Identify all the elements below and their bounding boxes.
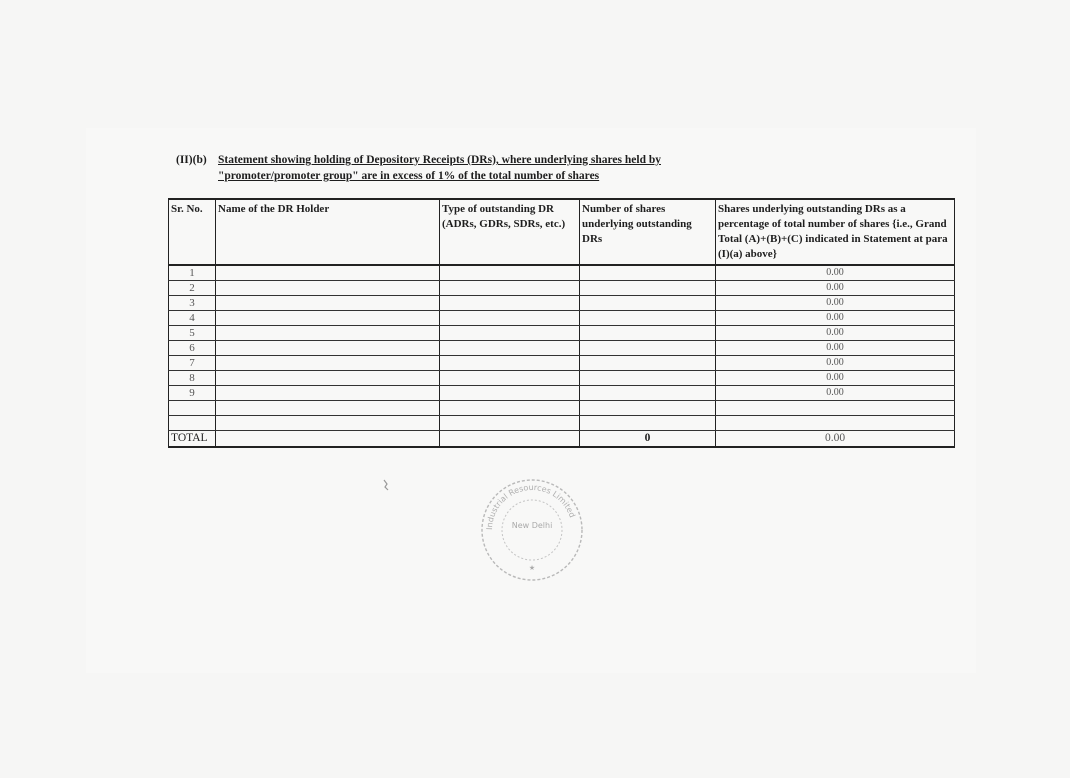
table-row [169,416,955,431]
row-holder-name [216,341,440,356]
row-number-of-shares [580,401,716,416]
row-dr-type [440,341,580,356]
row-sr-no [169,416,216,431]
table-row [169,341,955,356]
row-number-of-shares [580,265,716,281]
row-sr-no: 8 [169,371,216,386]
table-row [169,386,955,401]
svg-text:Industrial Resources Limited: Industrial Resources Limited [484,482,577,531]
row-percentage: 0.00 [716,341,955,356]
row-dr-type [440,281,580,296]
row-sr-no: 2 [169,281,216,296]
row-number-of-shares [580,356,716,371]
row-sr-no: 4 [169,311,216,326]
table-row [169,296,955,311]
row-holder-name [216,311,440,326]
table-row [169,326,955,341]
row-percentage: 0.00 [716,386,955,401]
row-holder-name [216,371,440,386]
row-dr-type [440,326,580,341]
total-shares: 0 [580,431,716,448]
row-holder-name [216,386,440,401]
row-dr-type [440,386,580,401]
row-number-of-shares [580,386,716,401]
row-percentage [716,416,955,431]
row-dr-type [440,416,580,431]
row-sr-no [169,401,216,416]
row-number-of-shares [580,416,716,431]
total-percentage: 0.00 [716,431,955,448]
table-row [169,311,955,326]
table-row [169,371,955,386]
row-holder-name [216,416,440,431]
row-sr-no: 1 [169,265,216,281]
row-number-of-shares [580,311,716,326]
dr-holding-table [168,198,955,448]
row-holder-name [216,326,440,341]
svg-text:★: ★ [528,564,536,572]
row-number-of-shares [580,341,716,356]
row-holder-name [216,281,440,296]
table-header-row [169,199,955,265]
row-sr-no: 5 [169,326,216,341]
row-dr-type [440,356,580,371]
total-row [169,431,955,448]
col-header-holder-name: Name of the DR Holder [216,199,440,265]
row-dr-type [440,265,580,281]
row-percentage: 0.00 [716,356,955,371]
row-holder-name [216,296,440,311]
company-seal-stamp [478,476,586,584]
row-percentage [716,401,955,416]
col-header-sr-no: Sr. No. [169,199,216,265]
row-percentage: 0.00 [716,296,955,311]
row-holder-name [216,401,440,416]
row-sr-no: 6 [169,341,216,356]
row-sr-no: 3 [169,296,216,311]
row-number-of-shares [580,371,716,386]
section-title: Statement showing holding of Depository Receipts (DRs), where underlying shares held by "promoter/promoter group" are in excess of 1% of the total number of shares [218,154,661,182]
row-holder-name [216,356,440,371]
row-number-of-shares [580,281,716,296]
total-label: TOTAL [169,431,216,448]
table-row [169,356,955,371]
row-dr-type [440,311,580,326]
col-header-dr-type: Type of outstanding DR (ADRs, GDRs, SDRs, etc.) [440,199,580,265]
total-type-cell [440,431,580,448]
col-header-percentage: Shares underlying outstanding DRs as a percentage of total number of shares {i.e., Grand Total (A)+(B)+(C) indicated in Statement at para (I)(a) above} [716,199,955,265]
col-header-number-of-shares: Number of shares underlying outstanding DRs [580,199,716,265]
row-number-of-shares [580,326,716,341]
row-holder-name [216,265,440,281]
row-percentage: 0.00 [716,281,955,296]
row-dr-type [440,401,580,416]
row-sr-no: 9 [169,386,216,401]
row-sr-no: 7 [169,356,216,371]
row-percentage: 0.00 [716,326,955,341]
table-row [169,401,955,416]
total-name-cell [216,431,440,448]
row-dr-type [440,371,580,386]
svg-text:New Delhi: New Delhi [511,521,553,530]
scan-mark-icon [381,478,391,492]
section-number: (II)(b) [176,154,207,166]
table-row [169,281,955,296]
row-number-of-shares [580,296,716,311]
row-percentage: 0.00 [716,311,955,326]
row-percentage: 0.00 [716,371,955,386]
row-dr-type [440,296,580,311]
row-percentage: 0.00 [716,265,955,281]
table-row [169,265,955,281]
